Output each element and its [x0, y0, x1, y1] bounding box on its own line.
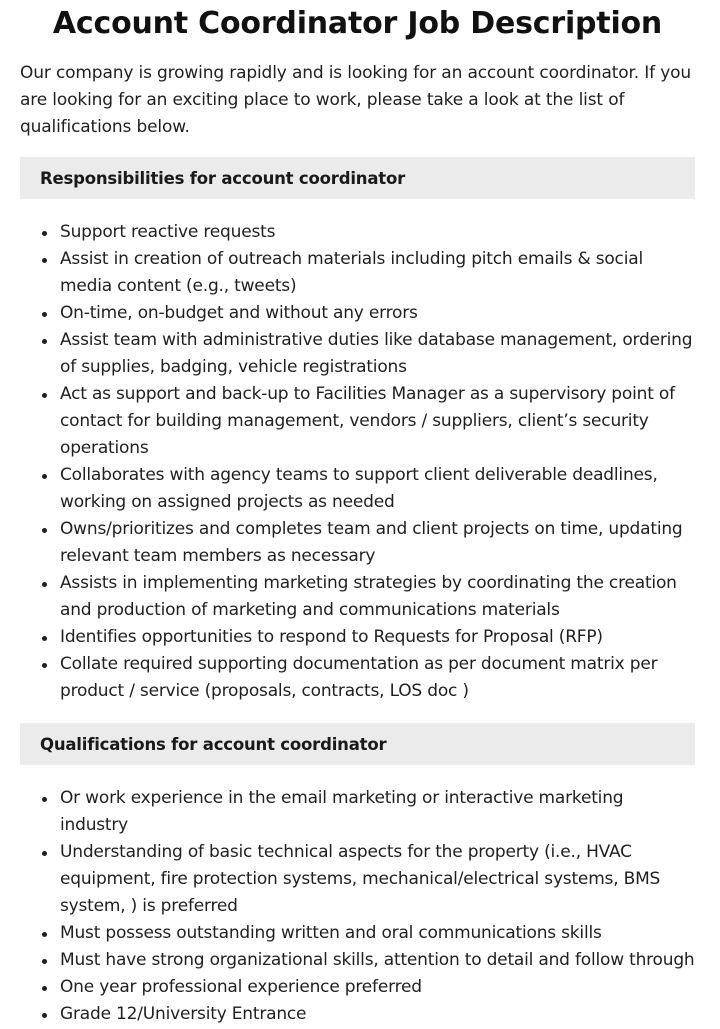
intro-paragraph: Our company is growing rapidly and is looking for an account coordinator. If you are looking for an exciting place to work, please take a look at the list of qualifications below.	[20, 63, 692, 137]
qualifications-heading: Qualifications for account coordinator	[20, 723, 695, 765]
list-item: Assist in creation of outreach materials including pitch emails & social media content (e.g., tweets)	[60, 246, 695, 300]
list-item: Understanding of basic technical aspects for the property (i.e., HVAC equipment, fire protection systems, mechanical/electrical systems, BMS system, ) is preferred	[60, 839, 695, 920]
list-item: Owns/prioritizes and completes team and client projects on time, updating relevant team members as necessary	[60, 516, 695, 570]
list-item: Support reactive requests	[60, 219, 695, 246]
list-item: Assists in implementing marketing strategies by coordinating the creation and production of marketing and communications materials	[60, 570, 695, 624]
list-item: Must possess outstanding written and oral communications skills	[60, 920, 695, 947]
responsibilities-list	[20, 219, 695, 705]
list-item: Collate required supporting documentation as per document matrix per product / service (proposals, contracts, LOS doc )	[60, 651, 695, 705]
list-item: Assist team with administrative duties like database management, ordering of supplies, badging, vehicle registrations	[60, 327, 695, 381]
list-item: Identifies opportunities to respond to Requests for Proposal (RFP)	[60, 624, 695, 651]
list-item: Or work experience in the email marketing or interactive marketing industry	[60, 785, 695, 839]
list-item: Collaborates with agency teams to support client deliverable deadlines, working on assigned projects as needed	[60, 462, 695, 516]
list-item: Grade 12/University Entrance	[60, 1001, 695, 1028]
list-item: On-time, on-budget and without any errors	[60, 300, 695, 327]
responsibilities-heading: Responsibilities for account coordinator	[20, 157, 695, 199]
page-title: Account Coordinator Job Description	[52, 6, 663, 41]
list-item: Must have strong organizational skills, attention to detail and follow through	[60, 947, 695, 974]
list-item: One year professional experience preferred	[60, 974, 695, 1001]
list-item: Act as support and back-up to Facilities Manager as a supervisory point of contact for building management, vendors / suppliers, client’s security operations	[60, 381, 695, 462]
job-description-page	[20, 0, 695, 1028]
qualifications-list	[20, 785, 695, 1028]
